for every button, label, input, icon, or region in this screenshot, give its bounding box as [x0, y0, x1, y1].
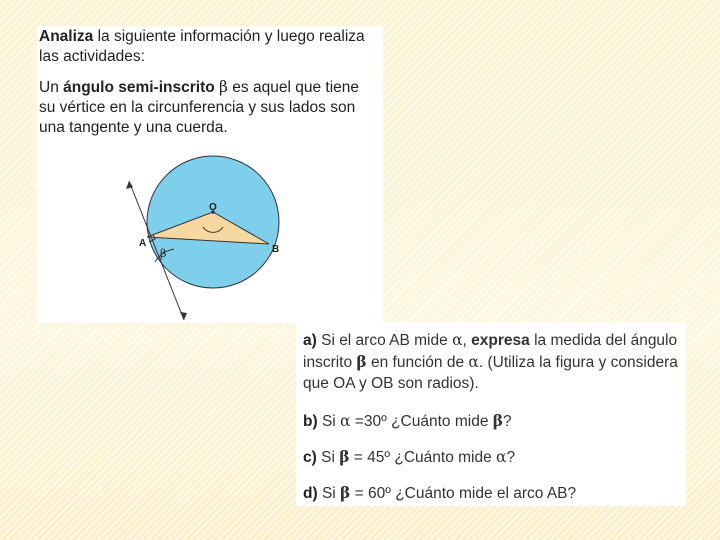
definition-term: ángulo semi-inscrito [63, 79, 215, 96]
label-b: B [272, 244, 280, 255]
question-b-label: b) [303, 413, 318, 430]
question-a-text-3: la medida del ángulo inscrito [303, 332, 678, 371]
alpha-symbol: α [496, 448, 507, 466]
question-c [303, 446, 515, 468]
definition-panel [37, 26, 383, 323]
question-c-text-1: Si [316, 449, 340, 466]
question-d-text-2: = 60º ¿Cuánto mide el arco AB? [350, 485, 577, 502]
question-a-label: a) [303, 332, 317, 349]
beta-symbol: β [340, 483, 351, 502]
question-a-bold-word: expresa [471, 332, 530, 349]
question-b-text-1: Si [317, 413, 341, 430]
label-beta: β [160, 247, 167, 260]
semi-inscribed-angle-figure [37, 26, 383, 323]
question-c-text-3: ? [506, 449, 516, 466]
definition-beta: β [219, 78, 228, 96]
intro-bold-word: Analiza [39, 28, 94, 45]
intro-rest: la siguiente información y luego realiza las actividades: [39, 28, 365, 65]
label-o: O [209, 202, 217, 213]
question-a-text-2: , [462, 332, 472, 349]
alpha-symbol: α [452, 331, 463, 349]
question-b-text-3: ? [503, 413, 512, 430]
question-a-text-4: en función de [366, 354, 469, 371]
question-b [303, 410, 512, 432]
question-a [303, 330, 685, 394]
beta-symbol: β [356, 352, 367, 371]
label-a: A [139, 238, 147, 249]
question-a-text-1: Si el arco AB mide [316, 332, 453, 349]
tangent-arrow-bottom [180, 312, 187, 320]
question-d-text-1: Si [317, 485, 341, 502]
question-d-label: d) [303, 485, 318, 502]
question-a-text-5: . (Utiliza la figura y considera que OA y OB son radios). [303, 354, 678, 392]
question-c-label: c) [303, 449, 317, 466]
alpha-symbol: α [468, 353, 479, 371]
questions-panel [296, 322, 686, 506]
definition-rest: es aquel que tiene su vértice en la circunferencia y sus lados son una tangente y una cuerda. [39, 79, 359, 136]
alpha-symbol: α [340, 412, 351, 430]
question-c-text-2: = 45º ¿Cuánto mide [349, 449, 497, 466]
question-d [303, 482, 576, 504]
question-b-text-2: =30º ¿Cuánto mide [350, 413, 493, 430]
beta-symbol: β [492, 411, 504, 430]
definition-prefix: Un [39, 79, 64, 96]
beta-symbol: β [339, 447, 350, 466]
